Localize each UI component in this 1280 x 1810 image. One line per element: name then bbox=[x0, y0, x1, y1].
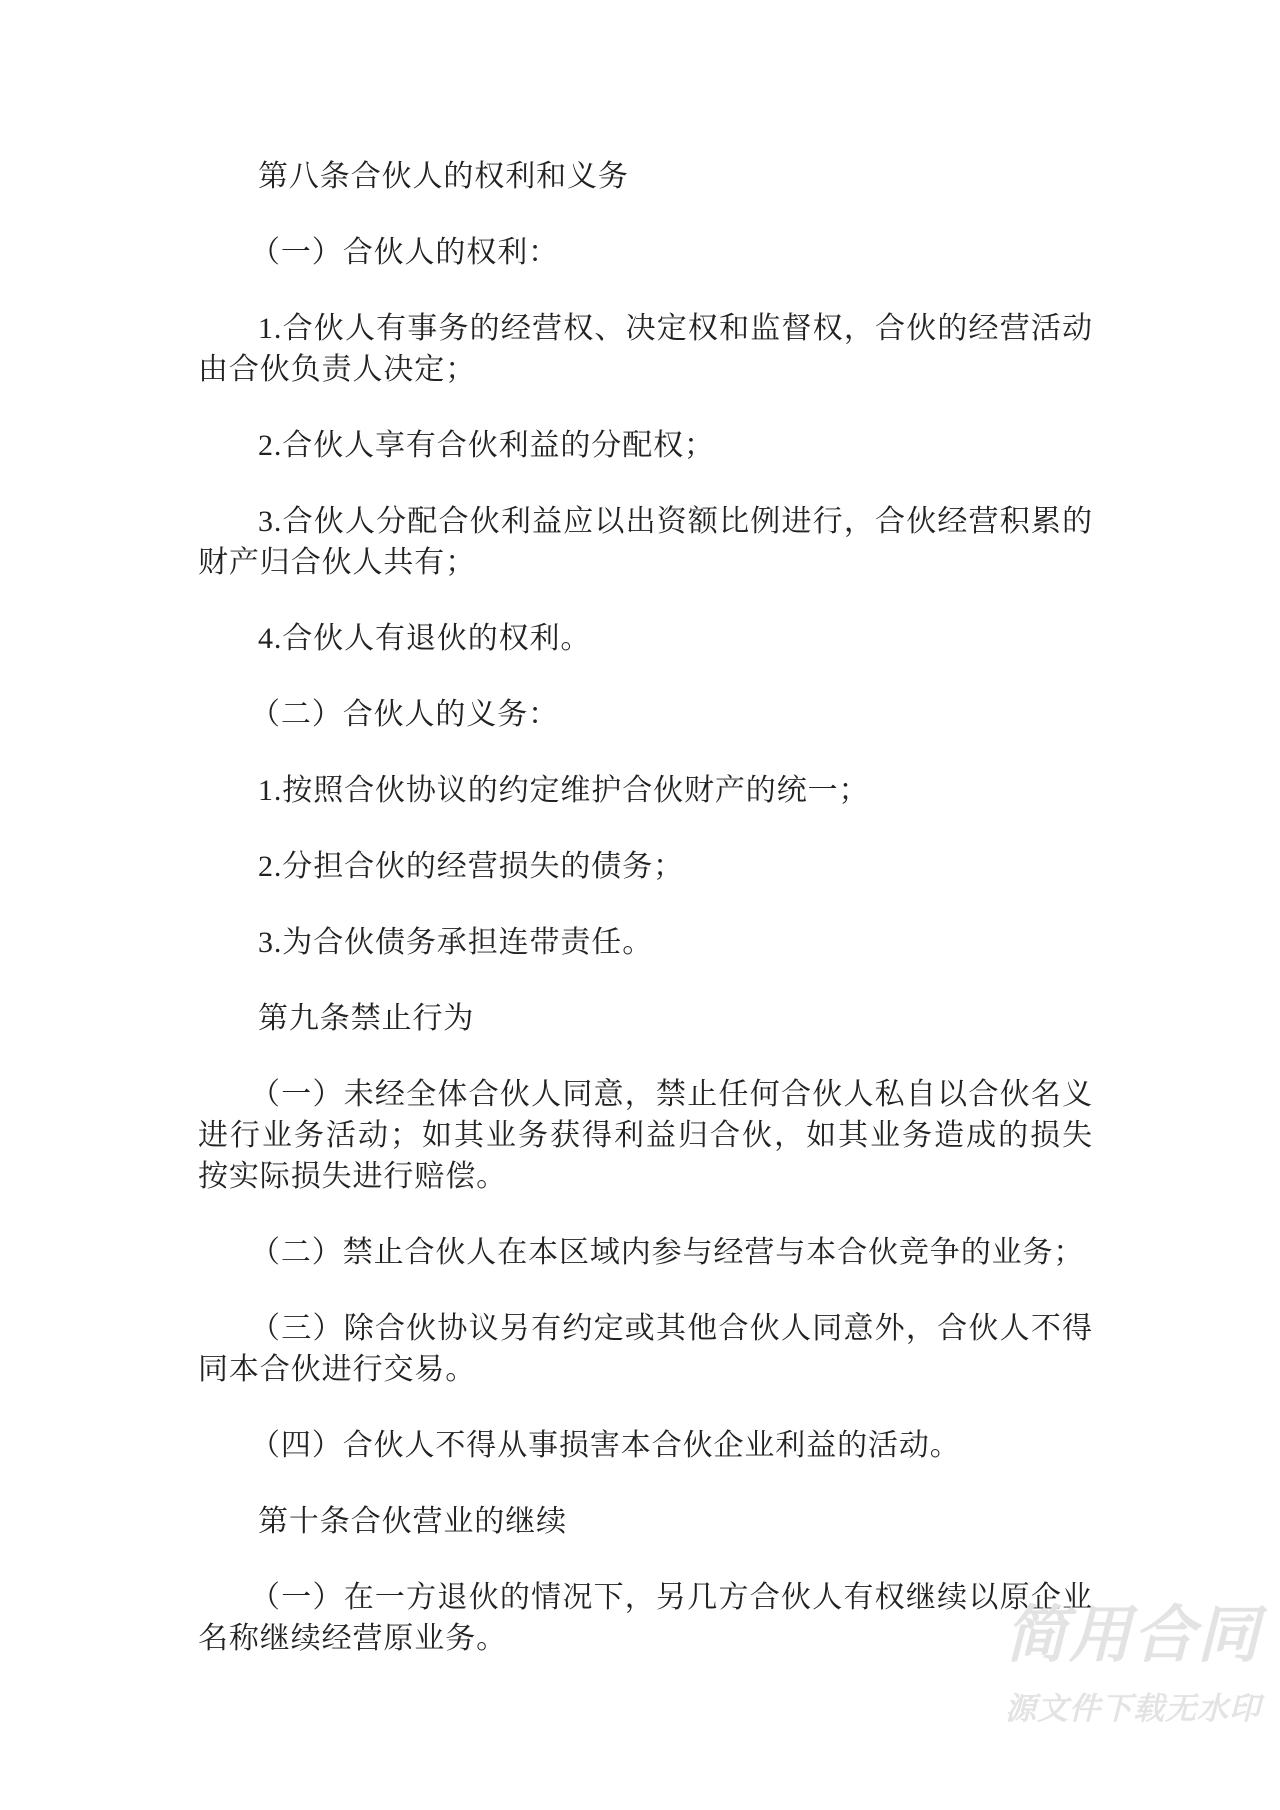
clause-paragraph: （四）合伙人不得从事损害本合伙企业利益的活动。 bbox=[250, 1429, 961, 1462]
clause-paragraph: （二）禁止合伙人在本区域内参与经营与本合伙竞争的业务； bbox=[250, 1236, 1085, 1269]
watermark-tagline: 源文件下载无水印 bbox=[1005, 1691, 1261, 1727]
list-item: 4.合伙人有退伙的权利。 bbox=[258, 622, 592, 655]
section-heading: （二）合伙人的义务： bbox=[250, 698, 559, 731]
article-heading: 第九条禁止行为 bbox=[258, 1002, 475, 1035]
section-heading: （一）合伙人的权利： bbox=[250, 236, 559, 269]
list-item: 2.合伙人享有合伙利益的分配权； bbox=[258, 429, 715, 462]
list-item: 1.合伙人有事务的经营权、决定权和监督权，合伙的经营活动由合伙负责人决定； bbox=[198, 312, 1093, 386]
list-item: 3.为合伙债务承担连带责任。 bbox=[258, 926, 654, 959]
clause-paragraph: （三）除合伙协议另有约定或其他合伙人同意外，合伙人不得同本合伙进行交易。 bbox=[198, 1312, 1093, 1386]
watermark-brand: 简用合同 bbox=[1005, 1598, 1262, 1671]
list-item: 1.按照合伙协议的约定维护合伙财产的统一； bbox=[258, 774, 870, 807]
clause-paragraph: （一）未经全体合伙人同意，禁止任何合伙人私自以合伙名义进行业务活动；如其业务获得利益归合伙，如其业务造成的损失按实际损失进行赔偿。 bbox=[198, 1078, 1093, 1193]
list-item: 2.分担合伙的经营损失的债务； bbox=[258, 850, 684, 883]
article-heading: 第十条合伙营业的继续 bbox=[258, 1505, 567, 1538]
article-heading: 第八条合伙人的权利和义务 bbox=[258, 160, 629, 193]
list-item: 3.合伙人分配合伙利益应以出资额比例进行，合伙经营积累的财产归合伙人共有； bbox=[198, 505, 1093, 579]
clause-paragraph: （一）在一方退伙的情况下，另几方合伙人有权继续以原企业名称继续经营原业务。 bbox=[198, 1581, 1093, 1655]
document-body bbox=[198, 156, 1093, 1694]
